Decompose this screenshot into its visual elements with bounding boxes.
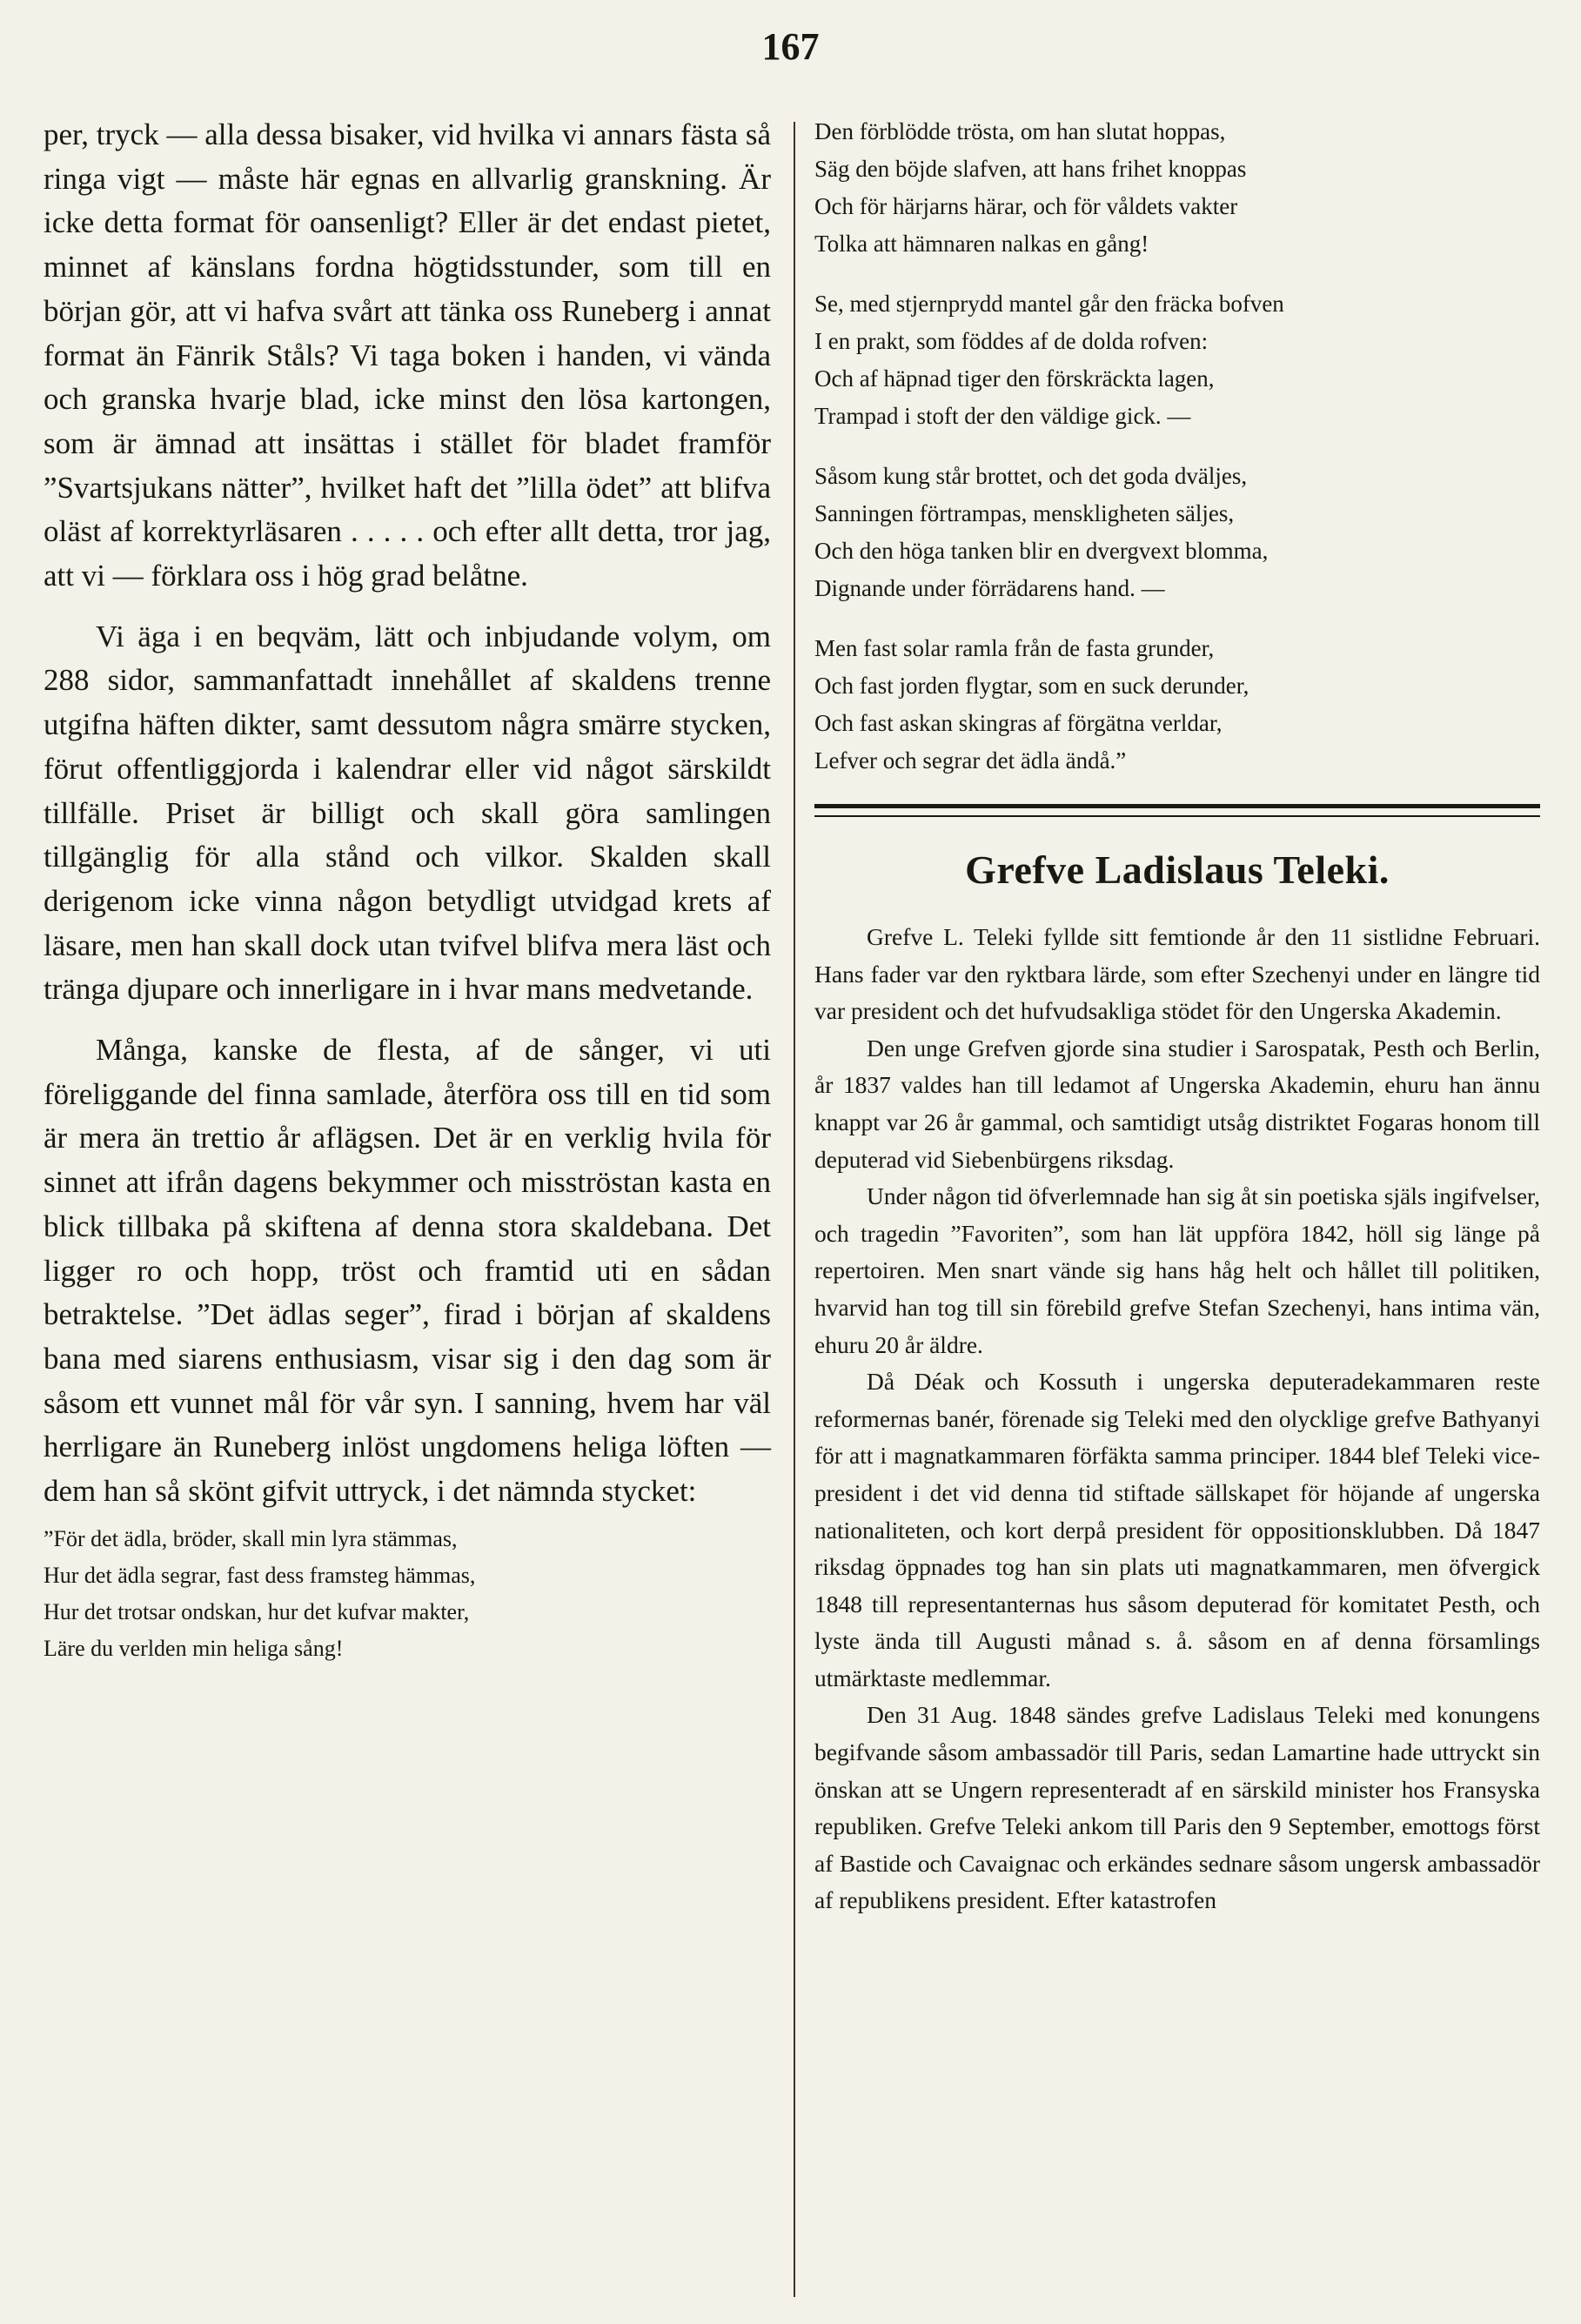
poem-line: Men fast solar ramla från de fasta grunder, [814,635,1215,661]
poem-line: Och af häpnad tiger den förskräckta lagen, [814,365,1215,392]
poem-line: Tolka att hämnaren nalkas en gång! [814,231,1149,257]
poem-line: Och fast jorden flygtar, som en suck derunder, [814,673,1249,699]
poem-line: Den förblödde trösta, om han slutat hoppas, [814,118,1226,144]
poem-line: I en prakt, som föddes af de dolda rofven: [814,328,1209,354]
article-paragraph: Den 31 Aug. 1848 sändes grefve Ladislaus Teleki med konungens begifvande såsom ambassadör till Paris, sedan Lamartine hade uttryckt sin önskan att se Ungern representeradt af en särskild minister hos Fransyska republiken. Grefve Teleki ankom till Paris den 9 September, emottogs först af Bastide och Cavaignac och erkändes sednare såsom ungersk ambassadör af republikens president. Efter katastrofen [814,1701,1540,1914]
poem-line: Och fast askan skingras af förgätna verldar, [814,710,1223,736]
section-divider [814,804,1540,817]
poem-stanza [814,285,1540,435]
article-paragraph: Den unge Grefven gjorde sina studier i Sarospatak, Pesth och Berlin, år 1837 valdes han till ledamot af Ungerska Akademin, ehuru han ännu knappt var 26 år gammal, och samtidigt utsåg distriktet Fogaras honom till deputerad vid Siebenbürgens riksdag. [814,1034,1540,1173]
page-number: 167 [761,25,820,68]
article-paragraph: Under någon tid öfverlemnade han sig åt sin poetiska själs ingifvelser, och tragedin ”Favoriten”, som han lät uppföra 1842, höll sig länge på repertoiren. Men snart vände sig hans håg helt och hållet till politiken, hvarvid han tog till sin förebild grefve Stefan Szechenyi, hans intima vän, ehuru 20 år äldre. [814,1182,1540,1358]
poem-line: Såsom kung står brottet, och det goda dväljes, [814,463,1248,489]
right-column [814,113,1540,1919]
poem-line: Och för härjarns härar, och för våldets vakter [814,193,1238,219]
poem-line: Sanningen förtrampas, menskligheten säljes, [814,500,1235,526]
article-paragraph: Då Déak och Kossuth i ungerska deputeradekammaren reste reformernas banér, förenade sig Teleki med den olycklige grefve Bathyanyi för att i magnatkammaren förfäkta samma principer. 1844 blef Teleki vice-president i det vid denna tid stiftade sällskapet för höjande af ungerska nationaliteten, och kort derpå president för oppositionsklubben. Då 1847 riksdag öppnades tog han sin plats uti magnatkammaren, men öfvergick 1848 till representanternas hus såsom deputerad för komitatet Pesth, och lyste ända till Augusti månad s. å. såsom en af denna församlings utmärktaste medlemmar. [814,1368,1540,1691]
poem-line: Dignande under förrädarens hand. — [814,575,1165,601]
poem-line: Hur det ädla segrar, fast dess framsteg hämmas, [44,1562,476,1588]
poem-stanza [814,113,1540,263]
poem-stanza [814,630,1540,780]
body-paragraph: per, tryck — alla dessa bisaker, vid hvilka vi annars fästa så ringa vigt — måste här egnas en allvarlig granskning. Är icke detta format för oansenligt? Eller är det endast pietet, minnet af känslans fordna högtidsstunder, som till en början gör, att vi hafva svårt att tänka oss Runeberg i annat format än Fänrik Ståls? Vi taga boken i handen, vi vända och granska hvarje blad, icke minst den lösa kartongen, som är ämnad att insättas i stället för bladet framför ”Svartsjukans nätter”, hvilket haft det ”lilla ödet” att blifva oläst af korrektyrläsaren . . . . . och efter allt detta, tror jag, att vi — förklara oss i hög grad belåtne. [44,117,771,593]
body-paragraph: Många, kanske de flesta, af de sånger, vi uti föreliggande del finna samlade, återföra oss till en tid som är mera än trettio år aflägsen. Det är en verklig hvila för sinnet att ifrån dagens bekymmer och misströstan kasta en blick tillbaka på skiftena af denna stora skaldebana. Det ligger ro och hopp, tröst och framtid uti en sådan betraktelse. ”Det ädlas seger”, firad i början af skaldens bana med siarens enthusiasm, visar sig i den dag som är såsom ett vunnet mål för vår syn. I sanning, hvem har väl herrligare än Runeberg inlöst ungdomens heliga löften — dem han så skönt gifvit uttryck, i det nämnda stycket: [44,1033,771,1509]
poem-line: Läre du verlden min heliga sång! [44,1635,344,1661]
column-divider [794,122,795,2297]
body-paragraph: Vi äga i en beqväm, lätt och inbjudande volym, om 288 sidor, sammanfattadt innehållet af skaldens trenne utgifna häften dikter, samt dessutom några smärre stycken, förut offentliggjorda i kalendrar eller vid något särskildt tillfälle. Priset är billigt och skall göra samlingen tillgänglig för alla stånd och vilkor. Skalden skall derigenom icke vinna någon betydligt utvidgad krets af läsare, men han skall dock utan tvifvel blifva mera läst och tränga djupare och innerligare in i hvar mans medvetande. [44,619,771,1007]
poem-line: Och den höga tanken blir en dvergvext blomma, [814,538,1269,564]
quoted-poem [44,1521,771,1667]
poem-line: Lefver och segrar det ädla ändå.” [814,747,1127,774]
left-column [44,113,771,1667]
article-paragraph: Grefve L. Teleki fyllde sitt femtionde år den 11 sistlidne Februari. Hans fader var den ryktbara lärde, som efter Szechenyi under en längre tid var president och det hufvudsakliga stödet för den Ungerska Akademin. [814,923,1540,1025]
poem-line: Säg den böjde slafven, att hans frihet knoppas [814,156,1247,182]
poem-stanza [814,458,1540,607]
poem-line: Hur det trotsar ondskan, hur det kufvar makter, [44,1598,470,1624]
poem-line: ”För det ädla, bröder, skall min lyra stämmas, [44,1525,458,1551]
article-heading: Grefve Ladislaus Teleki. [965,847,1390,892]
poem-line: Trampad i stoft der den väldige gick. — [814,403,1191,429]
poem-line: Se, med stjernprydd mantel går den fräcka bofven [814,291,1284,317]
